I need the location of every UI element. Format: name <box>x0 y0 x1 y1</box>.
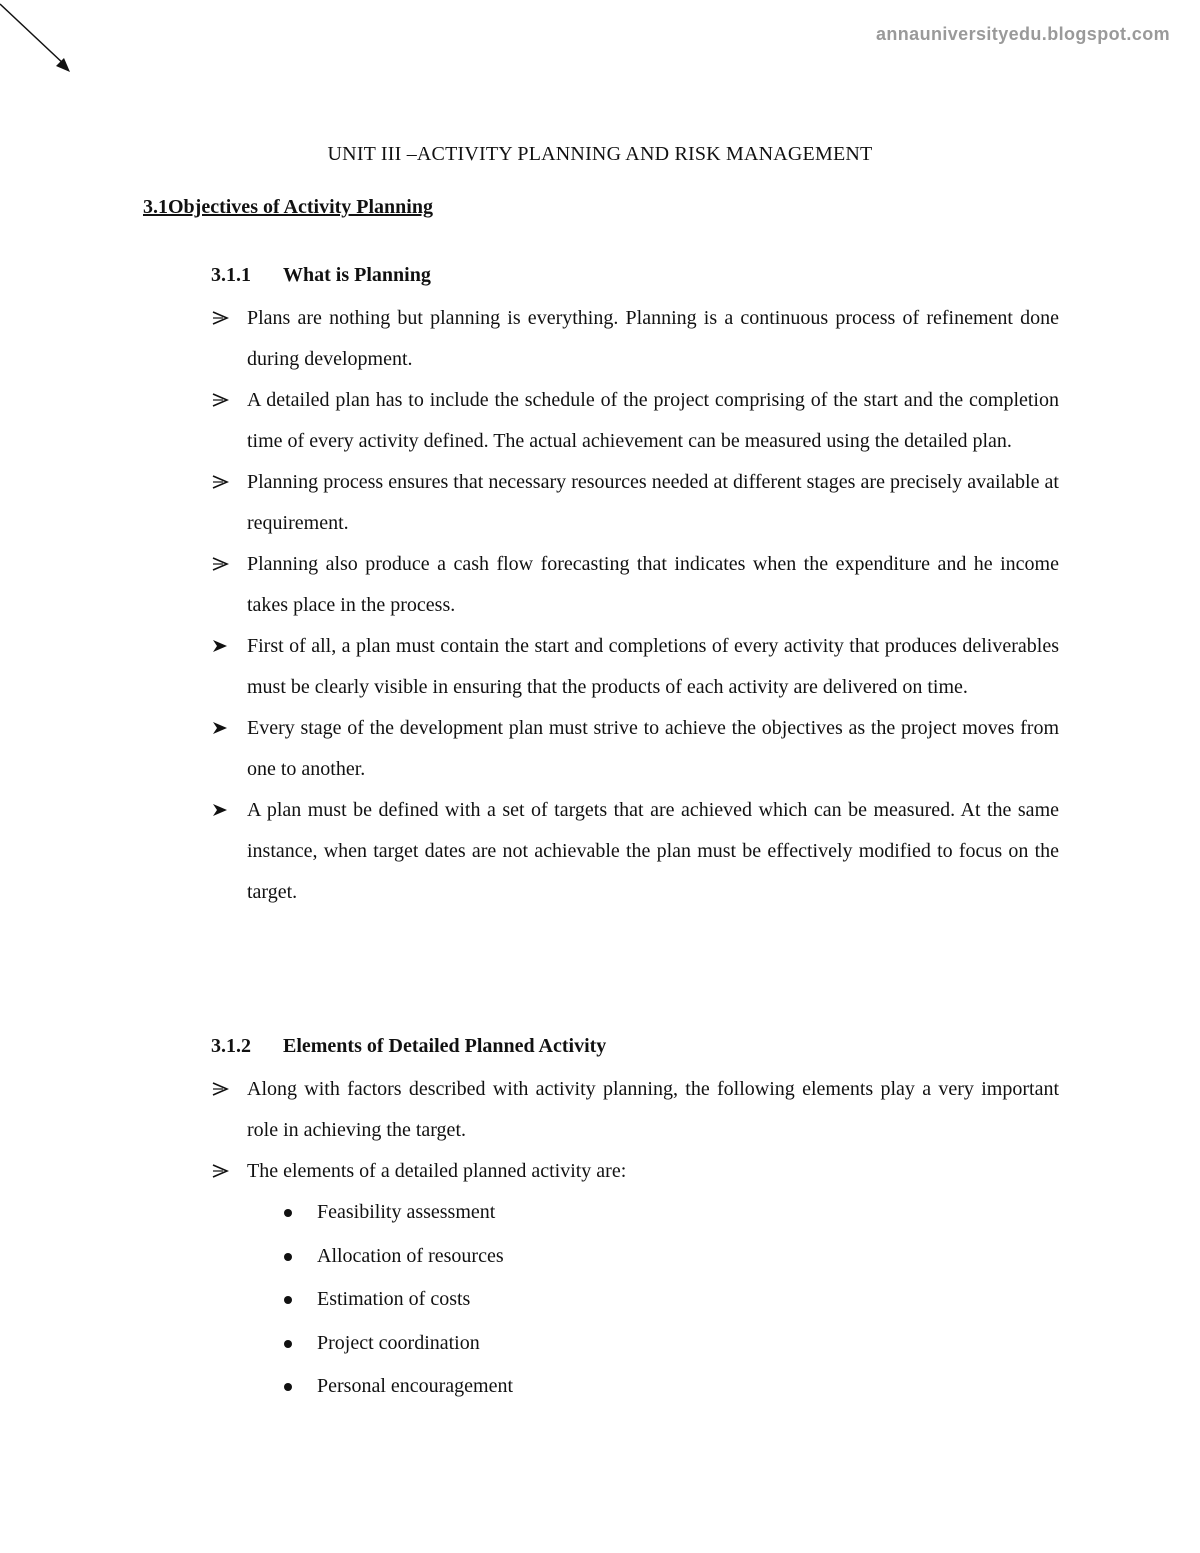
list-item <box>282 1235 513 1279</box>
subsection-number: 3.1.1 <box>211 264 251 286</box>
list-item <box>211 1069 1059 1151</box>
planning-bullet-list <box>211 298 1059 913</box>
list-item <box>211 298 1059 380</box>
list-item-text: Every stage of the development plan must strive to achieve the objectives as the project moves from one to another. <box>247 717 1059 780</box>
list-item <box>211 544 1059 626</box>
list-item-text: A detailed plan has to include the schedule of the project comprising of the start and the completion time of every activity defined. The actual achievement can be measured using the detailed plan. <box>247 389 1059 452</box>
subsection-number: 3.1.2 <box>211 1035 251 1057</box>
list-item <box>211 708 1059 790</box>
list-item-text: Along with factors described with activity planning, the following elements play a very important role in achieving the target. <box>247 1078 1059 1141</box>
list-item-text: First of all, a plan must contain the start and completions of every activity that produces deliverables must be clearly visible in ensuring that the products of each activity are delivered on time. <box>247 635 1059 698</box>
list-item <box>282 1191 513 1235</box>
list-item-text: Allocation of resources <box>317 1244 504 1267</box>
arrow-bullet-icon <box>211 544 231 585</box>
list-item <box>211 1151 1059 1192</box>
subsection-heading-what-is-planning <box>211 264 431 287</box>
list-item-text: Planning process ensures that necessary resources needed at different stages are precisely available at requirement. <box>247 471 1059 534</box>
list-item-text: A plan must be defined with a set of targets that are achieved which can be measured. At the same instance, when target dates are not achievable the plan must be effectively modified to focus on the target. <box>247 799 1059 903</box>
list-item-text: The elements of a detailed planned activity are: <box>247 1160 627 1182</box>
list-item-text: Estimation of costs <box>317 1288 471 1310</box>
arrow-bullet-icon <box>211 298 231 339</box>
list-item-text: Project coordination <box>317 1331 480 1354</box>
list-item <box>282 1322 513 1366</box>
list-item-text: Plans are nothing but planning is everything. Planning is a continuous process of refinement done during development. <box>247 307 1059 370</box>
list-item-text: Planning also produce a cash flow forecasting that indicates when the expenditure and he income takes place in the process. <box>247 553 1059 616</box>
bullet-dot-icon <box>284 1383 292 1391</box>
list-item <box>211 790 1059 913</box>
list-item-text: Feasibility assessment <box>317 1201 496 1223</box>
list-item <box>282 1278 513 1322</box>
watermark: annauniversityedu.blogspot.com <box>875 24 1170 44</box>
elements-dot-list <box>282 1191 513 1409</box>
list-item <box>211 626 1059 708</box>
list-item <box>282 1365 513 1409</box>
arrow-bullet-icon <box>211 380 231 421</box>
elements-bullet-list <box>211 1069 1059 1192</box>
section-heading: 3.1Objectives of Activity Planning <box>143 196 433 218</box>
unit-title: UNIT III –ACTIVITY PLANNING AND RISK MANAGEMENT <box>327 143 873 165</box>
subsection-title: Elements of Detailed Planned Activity <box>283 1035 607 1057</box>
arrow-bullet-icon <box>211 1069 231 1110</box>
bullet-dot-icon <box>284 1340 292 1348</box>
corner-arrow-icon <box>0 0 80 80</box>
subsection-heading-elements <box>211 1035 606 1058</box>
bullet-dot-icon <box>284 1209 292 1217</box>
arrow-bullet-icon <box>211 626 231 667</box>
list-item-text: Personal encouragement <box>317 1375 514 1397</box>
arrow-bullet-icon <box>211 708 231 749</box>
arrow-bullet-icon <box>211 462 231 503</box>
subsection-title: What is Planning <box>283 264 431 286</box>
arrow-bullet-icon <box>211 1151 231 1192</box>
bullet-dot-icon <box>284 1296 292 1304</box>
bullet-dot-icon <box>284 1253 292 1261</box>
list-item <box>211 380 1059 462</box>
arrow-bullet-icon <box>211 790 231 831</box>
list-item <box>211 462 1059 544</box>
